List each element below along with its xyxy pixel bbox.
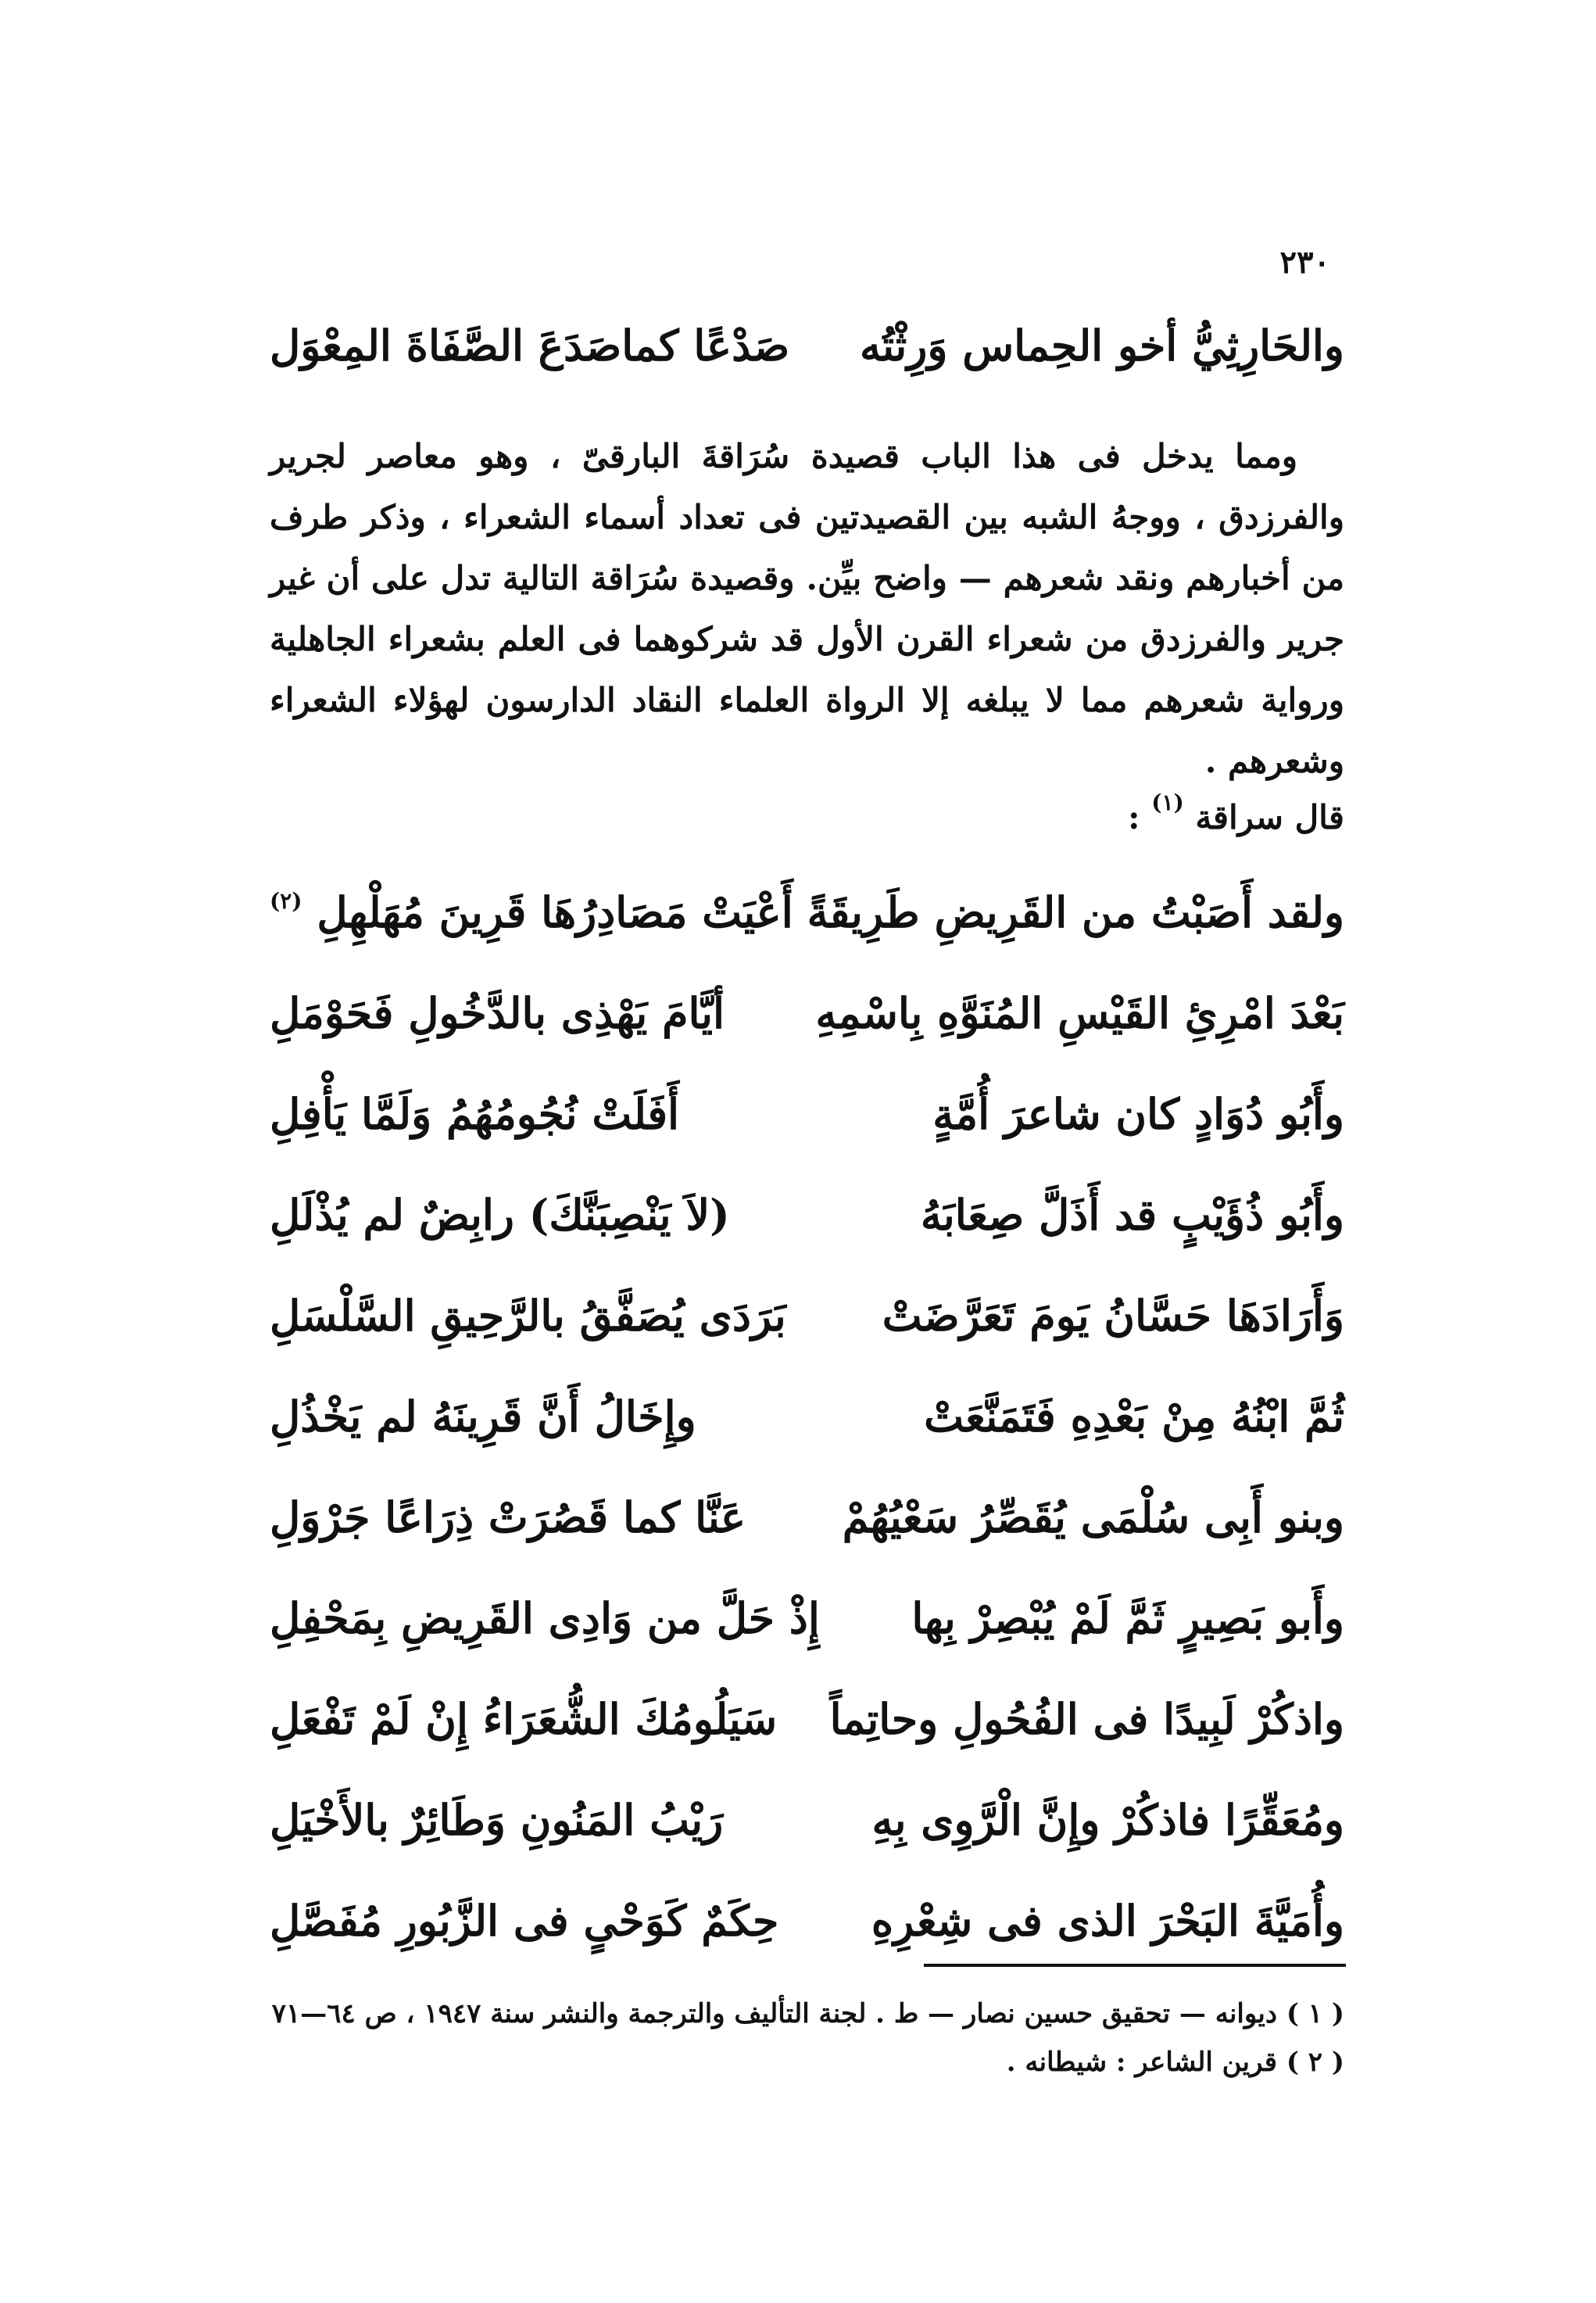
verse-second-hemistich: بَرَدَى يُصَفَّقُ بالرَّحِيقِ السَّلْسَلِ bbox=[270, 1291, 786, 1341]
verse-second-hemistich: (لاَ يَنْصِبَنَّكَ) رابِضٌ لم يُذْلَلِ bbox=[270, 1190, 730, 1240]
verse-first-hemistich: وأُمَيَّةَ البَحْرَ الذى فى شِعْرِهِ bbox=[871, 1896, 1344, 1946]
intro-colon: : bbox=[1128, 798, 1140, 836]
verse-second-hemistich: وإِخَالُ أَنَّ قَرِينَهُ لم يَخْذُلِ bbox=[270, 1391, 696, 1442]
verse-first-hemistich: بَعْدَ امْرِئِ القَيْسِ المُنَوَّهِ بِاسْمِهِ bbox=[815, 988, 1344, 1038]
verse-first-hemistich: وأَبو بَصِيرٍ ثَمَّ لَمْ يُبْصِرْ بِها bbox=[911, 1593, 1344, 1643]
poem-verse bbox=[270, 1678, 1344, 1779]
poem-verse bbox=[270, 972, 1344, 1073]
verse-second-hemistich: حِكَمٌ كَوَحْىٍ فى الزَّبُورِ مُفَصَّلِ bbox=[270, 1896, 779, 1946]
intro-text: قال سراقة bbox=[1195, 798, 1344, 836]
verse-second-hemistich: صَدْعًا كماصَدَعَ الصَّفَاةَ المِعْوَل bbox=[270, 321, 790, 371]
verse-second-hemistich-text: أَعْيَتْ مَصَادِرُهَا قَرِينَ مُهَلْهِلِ bbox=[317, 887, 793, 937]
verse-first-hemistich: وَأَرَادَهَا حَسَّانُ يَومَ تَعَرَّضَتْ bbox=[882, 1291, 1344, 1341]
poem-verse bbox=[270, 1578, 1344, 1678]
verse-first-hemistich: وأَبُو دُوَادٍ كان شاعرَ أُمَّةٍ bbox=[932, 1089, 1344, 1139]
poem-verse bbox=[270, 1376, 1344, 1477]
verse-second-hemistich bbox=[270, 887, 793, 937]
verse-second-hemistich: رَيْبُ المَنُونِ وَطَائِرٌ بالأَخْيَلِ bbox=[270, 1795, 724, 1845]
verse-second-hemistich: أَفَلَتْ نُجُومُهُمُ وَلَمَّا يَأْفِلِ bbox=[270, 1089, 680, 1139]
poem-verse bbox=[270, 872, 1344, 972]
page-number: ٢٣٠ bbox=[1279, 244, 1330, 281]
poem-verse bbox=[270, 1477, 1344, 1578]
footnotes bbox=[270, 1990, 1344, 2086]
verse-first-hemistich: وبنو أَبِى سُلْمَى يُقَصِّرُ سَعْيُهُمْ bbox=[842, 1492, 1344, 1542]
footnote-divider bbox=[924, 1964, 1346, 1967]
poem-verse bbox=[270, 1073, 1344, 1174]
footnote-ref-2: (٢) bbox=[270, 888, 302, 914]
poem-verse bbox=[270, 1275, 1344, 1376]
poem-introduction bbox=[1128, 790, 1344, 836]
poem-verse bbox=[270, 1779, 1344, 1880]
verse-second-hemistich: إِذْ حَلَّ من وَادِى القَرِيضِ بِمَحْفِلِ bbox=[270, 1593, 820, 1643]
footnote-2: ( ٢ ) قرين الشاعر : شيطانه . bbox=[1006, 2047, 1344, 2078]
verse-first-hemistich: ولقد أَصَبْتُ من القَرِيضِ طَرِيقَةً bbox=[807, 887, 1344, 937]
verse-first-hemistich: ثُمَّ ابْنُهُ مِنْ بَعْدِهِ فَتَمَنَّعَتْ bbox=[924, 1391, 1344, 1442]
verse-first-hemistich: واذكُرْ لَبِيدًا فى الفُحُولِ وحاتِماً bbox=[829, 1694, 1344, 1744]
body-paragraph bbox=[270, 426, 1344, 792]
footnote-ref-1: (١) bbox=[1151, 790, 1184, 815]
opening-verse bbox=[270, 321, 1344, 399]
verse-first-hemistich: وأَبُو ذُؤَيْبٍ قد أَذَلَّ صِعَابَهُ bbox=[920, 1190, 1344, 1240]
verse-second-hemistich: أيَّامَ يَهْذِى بالدَّخُولِ فَحَوْمَلِ bbox=[270, 988, 725, 1038]
footnote-1: ( ١ ) ديوانه — تحقيق حسين نصار — ط . لجنة التأليف والترجمة والنشر سنة ١٩٤٧ ، ص ٦٤—٧١ bbox=[271, 1998, 1344, 2029]
verse-second-hemistich: سَيَلُومُكَ الشُّعَرَاءُ إِنْ لَمْ تَفْعَلِ bbox=[270, 1694, 778, 1744]
verse-second-hemistich: عَنَّا كما قَصُرَتْ ذِرَاعًا جَرْوَلِ bbox=[270, 1492, 746, 1542]
verse-first-hemistich: والحَارِثِيُّ أخو الحِماس وَرِثْتُه bbox=[860, 321, 1344, 371]
poem bbox=[270, 872, 1344, 1981]
poem-verse bbox=[270, 1174, 1344, 1275]
verse-first-hemistich: ومُعَقِّرًا فاذكُرْ وإِنَّ الْرَّوِى بِهِ bbox=[871, 1795, 1344, 1845]
paragraph-text: ومما يدخل فى هذا الباب قصيدة سُرَاقةَ البارقىّ ، وهو معاصر لجرير والفرزدق ، ووجهُ الشبه بين القصيدتين فى تعداد أسماء الشعراء ، وذكر طرف من أخبارهم ونقد شعرهم — واضح بيِّن. وقصيدة سُرَاقة التالية تدل على أن غير جرير والفرزدق من شعراء القرن الأول قد شركوهما فى العلم بشعراء الجاهلية ورواية شعرهم مما لا يبلغه إلا الرواة العلماء النقاد الدارسون لهؤلاء الشعراء وشعرهم . bbox=[270, 437, 1344, 780]
